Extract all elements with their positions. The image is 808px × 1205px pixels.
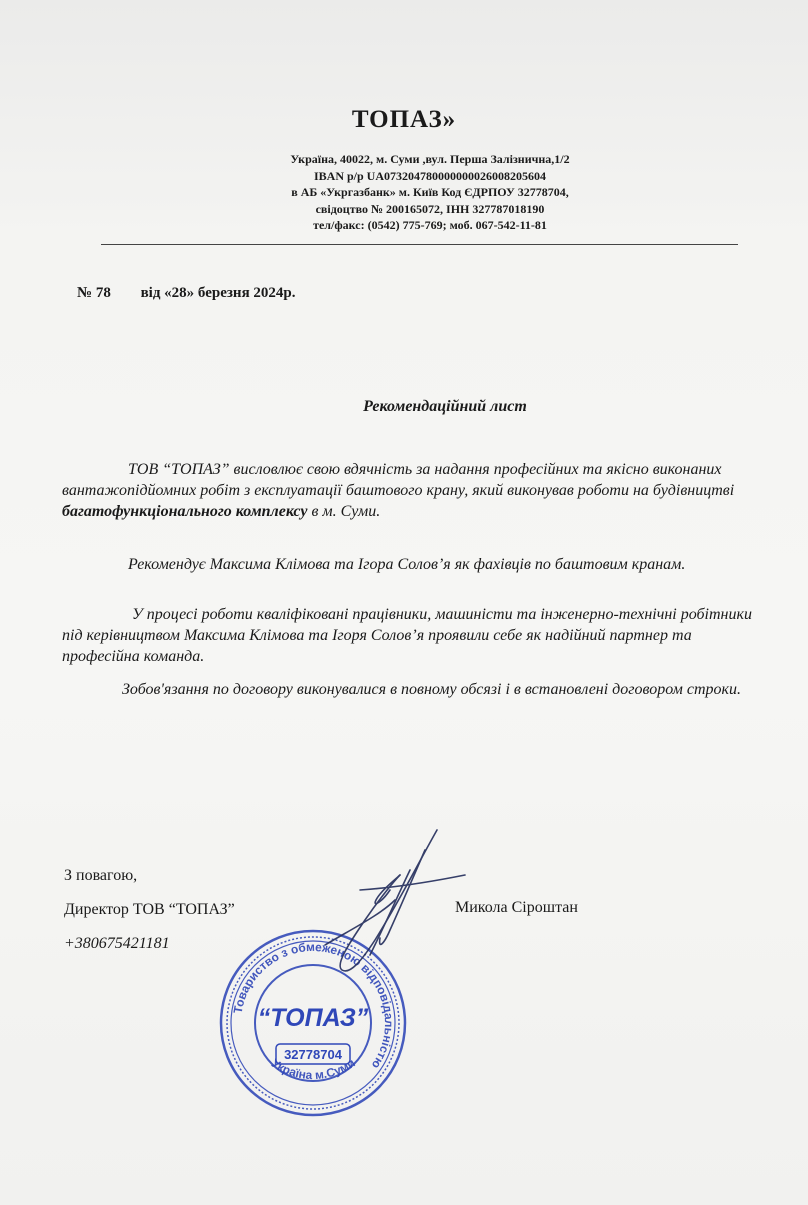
reference-line: [77, 285, 296, 302]
paragraph-4: [62, 679, 762, 700]
paragraph-3: [62, 604, 762, 667]
signature: [300, 820, 480, 1000]
address-line: Україна, 40022, м. Суми ,вул. Перша Залізнична,1/2: [290, 152, 570, 166]
paragraph-1-end: в м. Суми.: [307, 503, 381, 520]
closing-position: Директор ТОВ “ТОПАЗ”: [64, 901, 235, 918]
signer-name: Микола Сіроштан: [455, 899, 578, 916]
paragraph-1-text: ТОВ “ТОПАЗ” висловлює свою вдячність за надання професійних та якісно виконаних вантажопідйомних робіт з експлуатації баштового крану, який виконував роботи на будівництві: [62, 461, 735, 499]
paragraph-1-emphasis: багатофункціонального комплексу: [62, 503, 308, 520]
iban-line: IBAN р/р UA073204780000000026008205604: [313, 168, 547, 183]
stamp-ring-text: Товариство з обмеженою відповідальністю: [230, 939, 397, 1072]
stamp-company-name: “ТОПАЗ”: [257, 1004, 369, 1032]
letter-title: Рекомендаційний лист: [363, 398, 527, 415]
phone-line: тел/факс: (0542) 775-769; моб. 067-542-11-81: [313, 218, 547, 232]
stamp-city: Україна м.Суми: [268, 1055, 358, 1083]
paragraph-4-text: Зобов'язання по договору виконувалися в повному обсязі і в встановлені договором строки.: [122, 681, 741, 698]
paragraph-2-text: Рекомендує Максима Клімова та Ігора Солов’я як фахівців по баштовим кранам.: [128, 556, 686, 573]
closing-phone: +380675421181: [64, 935, 170, 952]
company-name: ТОПАЗ»: [351, 106, 457, 133]
reference-number: № 78: [77, 285, 111, 301]
bank-line: в АБ «Укргазбанк» м. Київ Код ЄДРПОУ 32778704,: [291, 185, 569, 199]
paragraph-3-text: У процесі роботи кваліфіковані працівники, машиністи та інженерно-технічні робітники під керівництвом Максима Клімова та Ігоря Солов’я проявили себе як надійний партнер та професійна команда.: [62, 606, 752, 665]
stamp-code: 32778704: [284, 1047, 342, 1062]
certificate-line: свідоцтво № 200165072, ІНН 327787018190: [315, 201, 545, 216]
header-divider: [101, 244, 738, 245]
reference-date: від «28» березня 2024р.: [140, 285, 296, 301]
closing-regards: З повагою,: [64, 867, 138, 884]
company-details: [250, 151, 610, 234]
paragraph-2: [62, 554, 762, 575]
paragraph-1: [62, 459, 762, 522]
